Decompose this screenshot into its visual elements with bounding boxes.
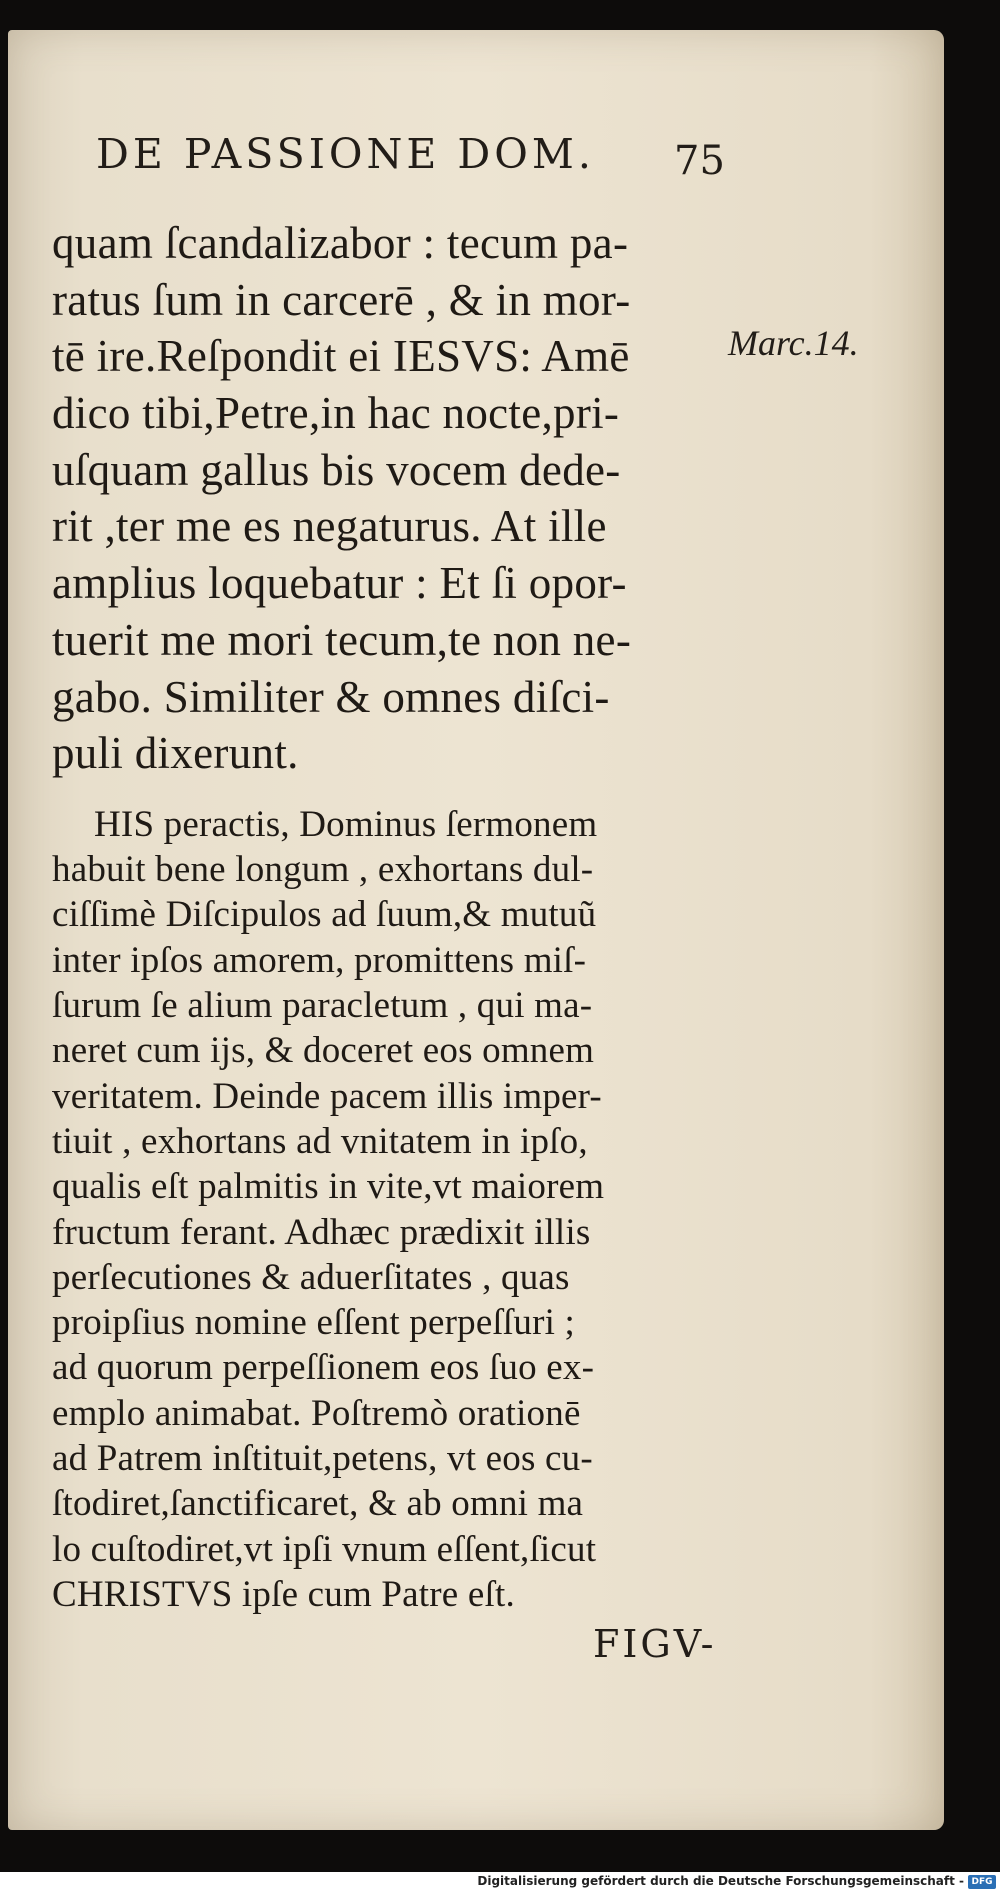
text-line: emplo animabat. Poſtremò orationē [52, 1392, 581, 1434]
page-number: 75 [674, 138, 725, 184]
text-line: ſurum ſe alium paracletum , qui ma- [52, 985, 593, 1027]
catchword: FIGV- [593, 1622, 717, 1666]
body-text [52, 215, 732, 1617]
text-line: perſecutiones & aduerſitates , quas [52, 1256, 570, 1298]
text-line: ciſſimè Diſcipulos ad ſuum,& mutuũ [52, 894, 597, 936]
text-line: puli dixerunt. [52, 728, 299, 779]
digitization-footer [0, 1872, 1000, 1892]
page-header [96, 130, 736, 200]
book-page [8, 30, 944, 1830]
text-line: uſquam gallus bis vocem dede- [52, 444, 621, 495]
text-line: ad Patrem inſtituit,petens, vt eos cu- [52, 1438, 593, 1480]
text-line: gabo. Similiter & omnes diſci- [52, 671, 610, 722]
text-line: tuerit me mori tecum,te non ne- [52, 614, 632, 665]
funding-credit: Digitalisierung gefördert durch die Deutsche Forschungsgemeinschaft - [477, 1874, 964, 1888]
text-line: ratus ſum in carcerē , & in mor- [52, 274, 631, 325]
text-line: fructum ferant. Adhæc prædixit illis [52, 1211, 591, 1253]
text-line: amplius loquebatur : Et ſi opor- [52, 558, 627, 609]
text-line: inter ipſos amorem, promittens miſ- [52, 939, 587, 981]
text-line: ſtodiret,ſanctificaret, & ab omni ma [52, 1483, 584, 1525]
text-line: habuit bene longum , exhortans dul- [52, 849, 594, 891]
text-line: proipſius nomine eſſent perpeſſuri ; [52, 1302, 576, 1344]
text-line: CHRISTVS ipſe cum Patre eſt. [52, 1573, 515, 1615]
text-line: neret cum ijs, & doceret eos omnem [52, 1030, 595, 1072]
text-line: rit ,ter me es negaturus. At ille [52, 501, 607, 552]
running-head: DE PASSIONE DOM. [96, 130, 595, 178]
text-line: dico tibi,Petre,in hac nocte,pri- [52, 388, 620, 439]
paragraph-2 [52, 802, 732, 1617]
text-line: qualis eſt palmitis in vite,vt maiorem [52, 1166, 605, 1208]
text-line: HIS peractis, Dominus ſermonem [94, 803, 598, 845]
text-line: quam ſcandalizabor : tecum pa- [52, 218, 629, 268]
text-line: veritatem. Deinde pacem illis imper- [52, 1075, 602, 1117]
marginal-note: Marc.14. [728, 323, 859, 363]
text-line: tiuit , exhortans ad vnitatem in ipſo, [52, 1120, 588, 1162]
text-line: lo cuſtodiret,vt ipſi vnum eſſent,ſicut [52, 1528, 597, 1570]
text-line: tē ire.Reſpondit ei IESVS: Amē [52, 331, 630, 382]
dfg-logo: DFG [968, 1875, 996, 1889]
paragraph-1 [52, 215, 732, 782]
text-line: ad quorum perpeſſionem eos ſuo ex- [52, 1347, 595, 1389]
